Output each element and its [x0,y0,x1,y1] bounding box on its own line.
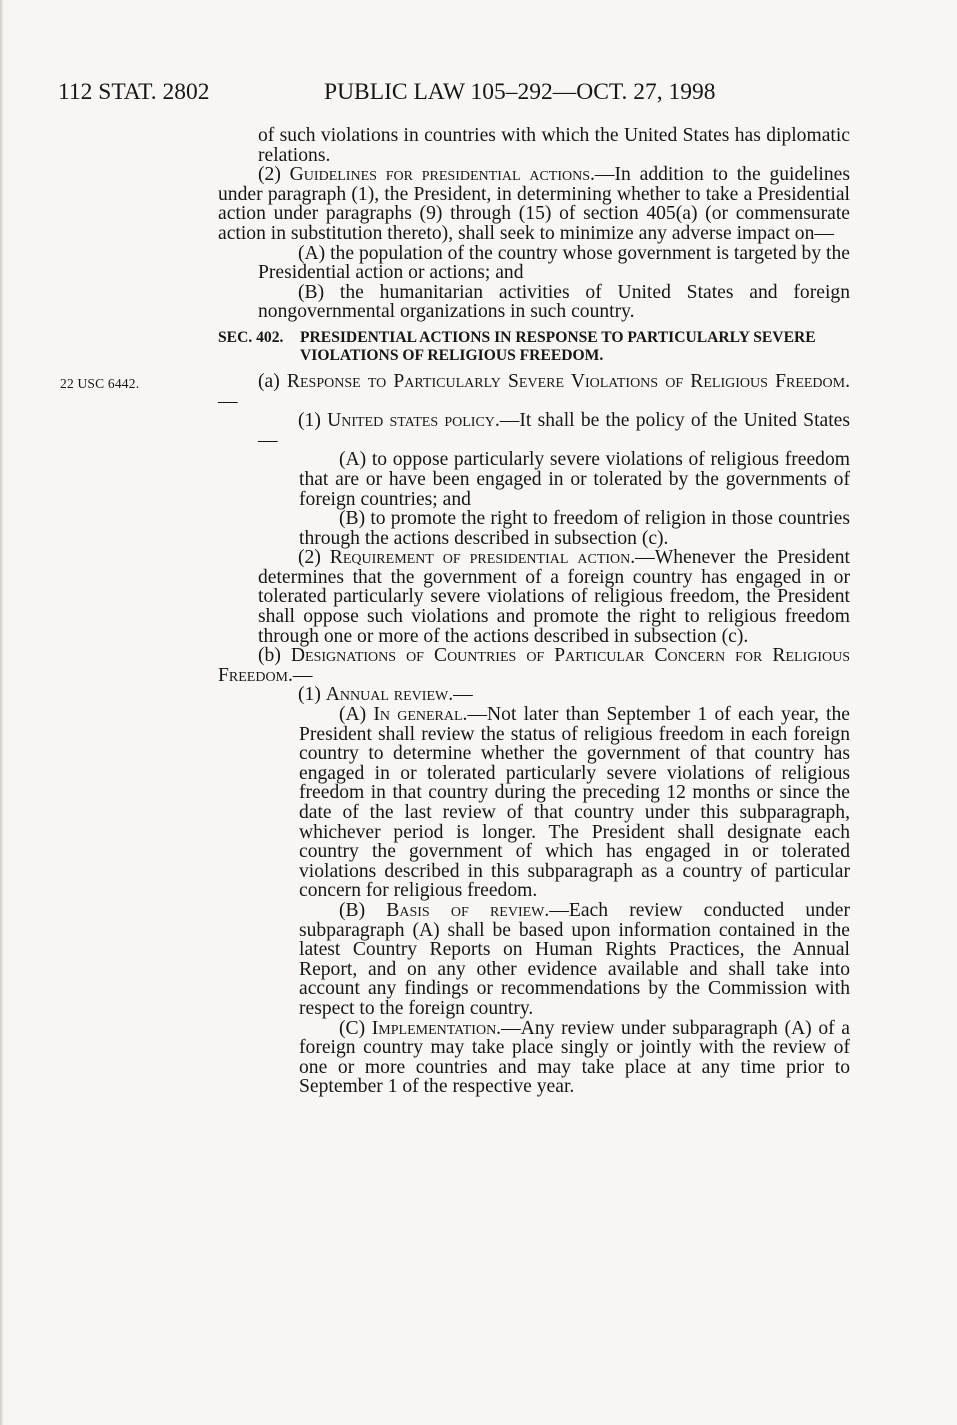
subparagraph-number: (A) [339,704,374,726]
page-edge-shadow [0,0,4,1425]
subparagraph-text: —Any review under subparagraph (A) of a foreign country may take place singly or jointly with the review of one or more countries and may take place at any time prior to September 1 of the respective year. [299,1017,850,1098]
document-body [218,126,850,1097]
subparagraph-b1-A [299,705,850,901]
paragraph-b1 [258,685,850,705]
paragraph-number: (1) [298,684,326,706]
paragraph-heading: United states policy. [327,410,500,432]
subparagraph-number: (B) [339,899,387,921]
subsection-dash: — [218,390,238,412]
subparagraph-text: —Each review conducted under subparagraph (A) shall be based upon information contained in the latest Country Reports on Human Rights Practices, the Annual Report, and on any other evidence available and shall take into account any findings or recommendations by the Commission with respect to the foreign country. [299,899,850,1019]
section-number: SEC. 402. [218,328,284,346]
subparagraph-heading: In general. [373,704,468,726]
subparagraph-b1-C [299,1019,850,1097]
subparagraph-a1-A: (A) to oppose particularly severe violations of religious freedom that are or have been engaged in or tolerated by the governments of foreign countries; and [299,449,850,510]
paragraph-a2 [258,548,850,646]
paragraph-a1 [258,411,850,450]
subparagraph-B: (B) the humanitarian activities of United States and foreign nongovernmental organizations in such country. [258,281,850,323]
section-title: PRESIDENTIAL ACTIONS IN RESPONSE TO PARTICULARLY SEVERE VIOLATIONS OF RELIGIOUS FREEDOM. [300,328,816,364]
section-heading [218,329,850,365]
paragraph-dash: — [453,684,473,706]
paragraph-text: —It shall be the policy of the United States— [258,410,850,451]
paragraph-number: (2) [258,164,290,186]
usc-marginal-note: 22 USC 6442. [60,376,140,391]
paragraph-2 [218,165,850,243]
paragraph-continuation: of such violations in countries with which the United States has diplomatic relations. [258,125,850,166]
subparagraph-b1-B [299,901,850,1019]
subparagraph-number: (C) [339,1017,372,1039]
paragraph-text: —In addition to the guidelines under paragraph (1), the President, in determining whether to take a Presidential action under paragraphs (9) through (15) of section 405(a) (or commensurate action in substitution thereto), shall seek to minimize any adverse impact on— [218,164,850,244]
subsection-heading: Designations of Countries of Particular Concern for Religious Freedom. [218,645,850,686]
paragraph-heading: Annual review. [325,684,454,706]
public-law-reference: PUBLIC LAW 105–292—OCT. 27, 1998 [324,79,716,105]
subsection-heading: Response to Particularly Severe Violations of Religious Freedom. [286,370,850,392]
subsection-dash: — [292,664,313,686]
subsection-number: (a) [258,370,287,392]
subparagraph-text: —Not later than September 1 of each year, the President shall review the status of religious freedom in each foreign country to determine whether the government of that country has engaged in or tolerated particularly severe violations of religious freedom in that country during the preceding 12 months or since the date of the last review of that country under this subparagraph, whichever period is longer. The President shall designate each country the government of which has engaged in or tolerated violations described in this subparagraph as a country of particular concern for religious freedom. [299,704,850,902]
paragraph-heading: Requirement of presidential action. [329,547,636,569]
subparagraph-A: (A) the population of the country whose government is targeted by the Presidential action or actions; and [258,242,850,284]
paragraph-number: (2) [298,547,330,569]
subsection-b [218,646,850,685]
subparagraph-heading: Basis of review. [386,899,550,921]
subsection-number: (b) [258,645,291,667]
subparagraph-a1-B: (B) to promote the right to freedom of religion in those countries through the actions described in subsection (c). [299,508,850,549]
stat-reference: 112 STAT. 2802 [58,79,210,105]
subparagraph-heading: Implementation. [371,1017,502,1039]
paragraph-heading: Guidelines for presidential actions. [289,164,595,186]
subsection-a [218,372,850,411]
paragraph-number: (1) [298,410,328,432]
paragraph-text: —Whenever the President determines that the government of a foreign country has engaged in or tolerated particularly severe violations of religious freedom, the President shall oppose such violations and promote the right to religious freedom through one or more of the actions described in subsection (c). [258,547,851,647]
